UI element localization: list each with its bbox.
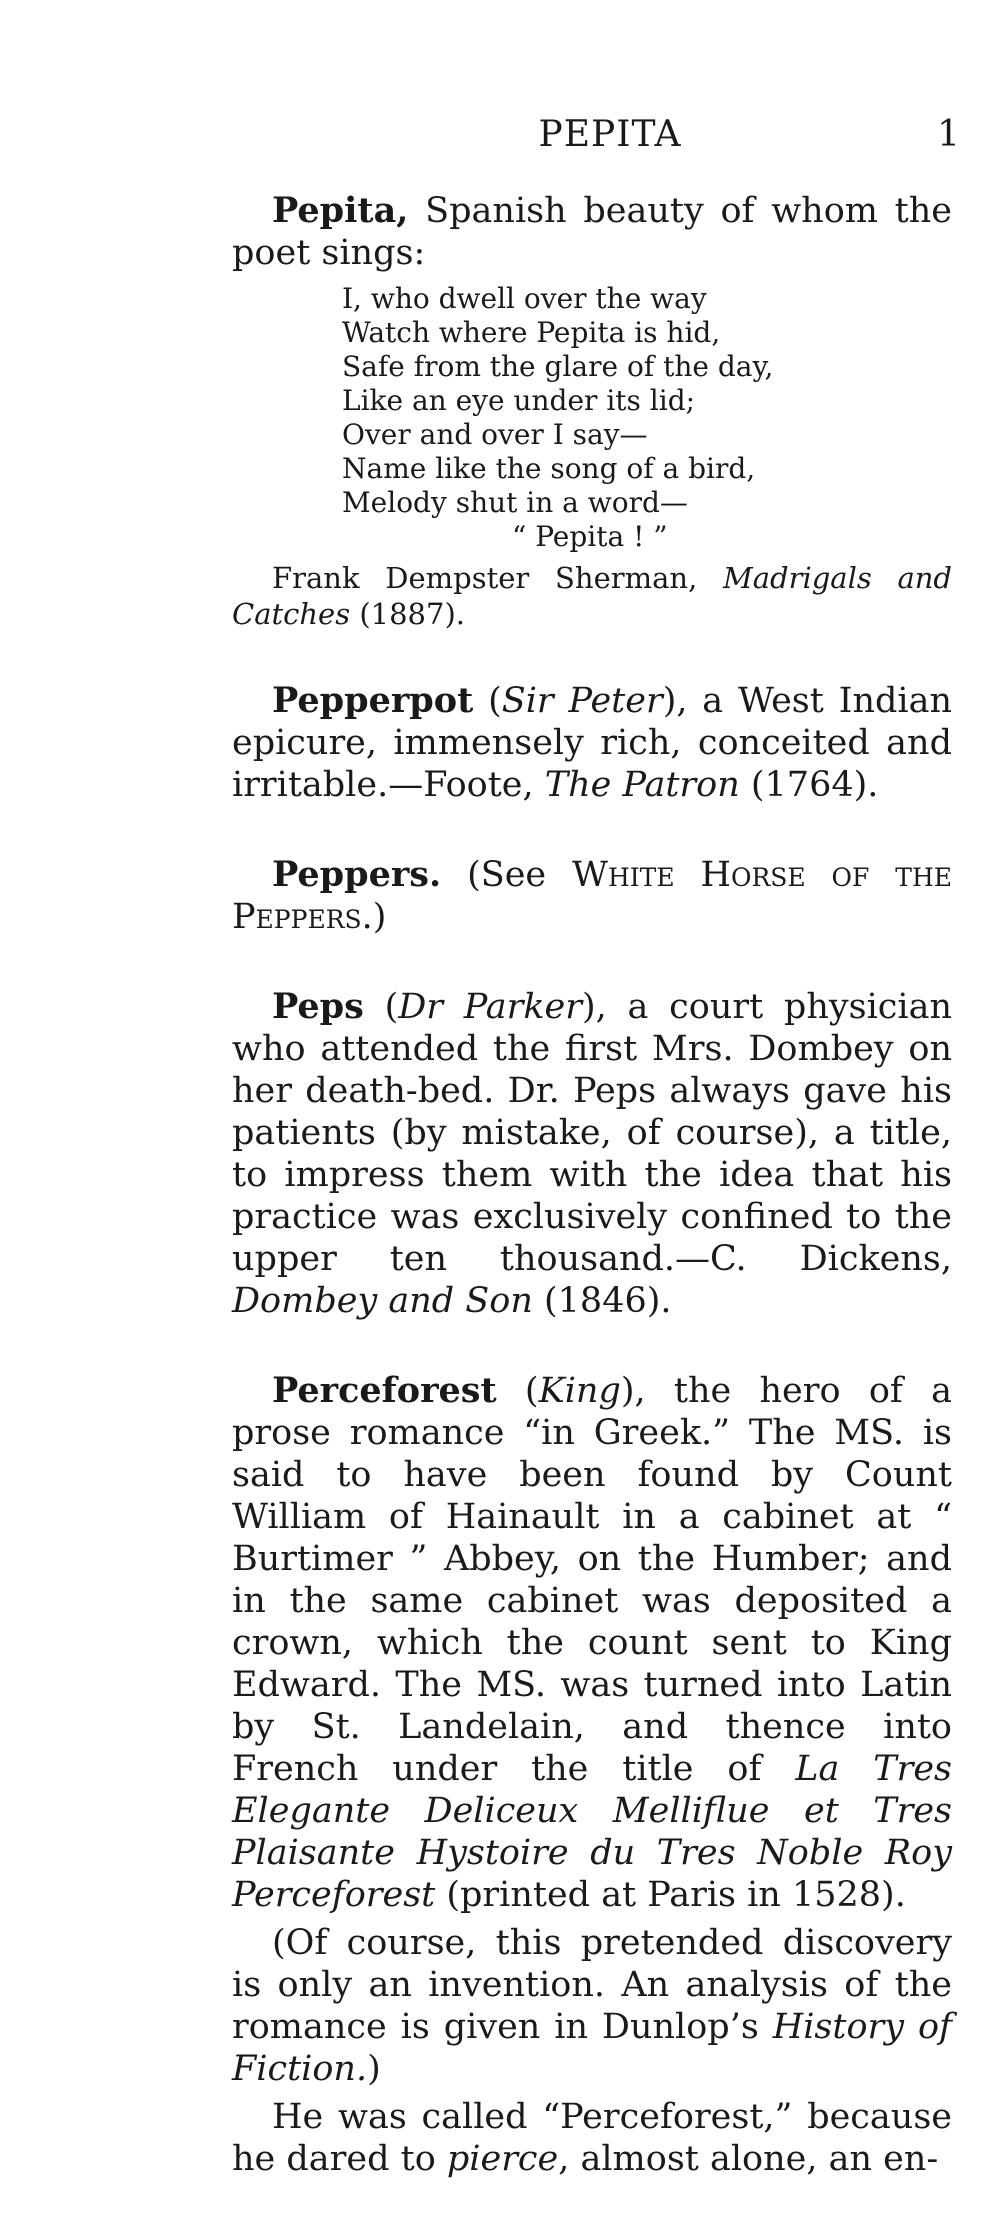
headword: Pepperpot xyxy=(272,680,474,721)
entry-text: Spanish beauty of whom the poet sings: xyxy=(232,191,952,273)
alias: Sir Peter xyxy=(501,681,663,721)
entry-pepperpot xyxy=(232,680,952,806)
entry-peps xyxy=(232,986,952,1322)
entry-text: ( xyxy=(496,1371,539,1411)
entry-text: ), a West Indian epicure, immensely rich, conceited and irritable.—Foote, xyxy=(232,681,952,805)
citation-year: (1887). xyxy=(350,597,465,631)
citation-author: Frank Dempster Sherman, xyxy=(272,561,724,595)
verse-line: “ Pepita ! ” xyxy=(512,520,668,553)
entry-text: ( xyxy=(363,987,399,1027)
entry-text: ) xyxy=(367,2049,381,2089)
entry-text: ( xyxy=(473,681,502,721)
cross-reference: White Horse of the Peppers xyxy=(232,855,952,937)
verse-line: Over and over I say— xyxy=(342,418,648,451)
headword: Peppers. xyxy=(272,854,442,895)
work-title: History of Fiction. xyxy=(232,2007,952,2089)
entry-perceforest xyxy=(232,1370,952,2180)
paragraph xyxy=(232,2096,952,2180)
page-number: 1 xyxy=(937,114,960,155)
entry-pepita xyxy=(232,190,952,632)
work-title: Dombey and Son xyxy=(232,1281,533,1321)
verse-line: Safe from the glare of the day, xyxy=(342,350,774,383)
citation-title: Madrigals and Catches xyxy=(232,561,952,631)
text-column xyxy=(232,190,952,2228)
verse-line: Like an eye under its lid; xyxy=(342,384,696,417)
verse-line: Melody shut in a word— xyxy=(342,486,688,519)
entry-text: He was called “Perceforest,” because he dared to xyxy=(232,2097,952,2179)
headword: Peps xyxy=(272,986,364,1027)
work-title: The Patron xyxy=(544,765,740,805)
entry-text: (See xyxy=(441,855,573,895)
verse-line: I, who dwell over the way xyxy=(342,282,707,315)
verse-quote xyxy=(342,282,952,554)
entry-text: , almost alone, an en- xyxy=(558,2139,939,2179)
verse-line: Watch where Pepita is hid, xyxy=(342,316,721,349)
entry-text: (printed at Paris in 1528). xyxy=(435,1875,906,1915)
running-header: PEPITA xyxy=(538,114,682,155)
emphasis: pierce xyxy=(446,2139,559,2179)
headword: Pepita, xyxy=(272,190,409,231)
entry-text: (1846). xyxy=(532,1281,672,1321)
entry-peppers xyxy=(232,854,952,938)
alias: King xyxy=(538,1371,621,1411)
alias: Dr Parker xyxy=(398,987,583,1027)
work-title: La Tres Elegante Deliceux Melliflue et Tres Plaisante Hystoire du Tres Noble Roy Perceforest xyxy=(232,1749,952,1915)
entry-text: (1764). xyxy=(739,765,879,805)
paragraph xyxy=(232,1922,952,2090)
headword: Perceforest xyxy=(272,1370,497,1411)
citation xyxy=(232,560,952,632)
verse-line: Name like the song of a bird, xyxy=(342,452,756,485)
entry-text: ), the hero of a prose romance “in Greek.” The MS. is said to have been found by Count William of Hainault in a cabinet at “ Burtimer ” Abbey, on the Humber; and in the same cabinet was deposited a crown, which the count sent to King Edward. The MS. was turned into Latin by St. Landelain, and thence into French under the title of xyxy=(232,1371,952,1789)
entry-text: .) xyxy=(361,897,387,937)
entry-text: (Of course, this pretended discovery is only an invention. An analysis of the romance is given in Dunlop’s xyxy=(232,1923,952,2047)
entry-text: ), a court physician who attended the first Mrs. Dombey on her death-bed. Dr. Peps always gave his patients (by mistake, of course), a title, to impress them with the idea that his practice was exclusively confined to the upper ten thousand.—C. Dickens, xyxy=(232,987,952,1279)
